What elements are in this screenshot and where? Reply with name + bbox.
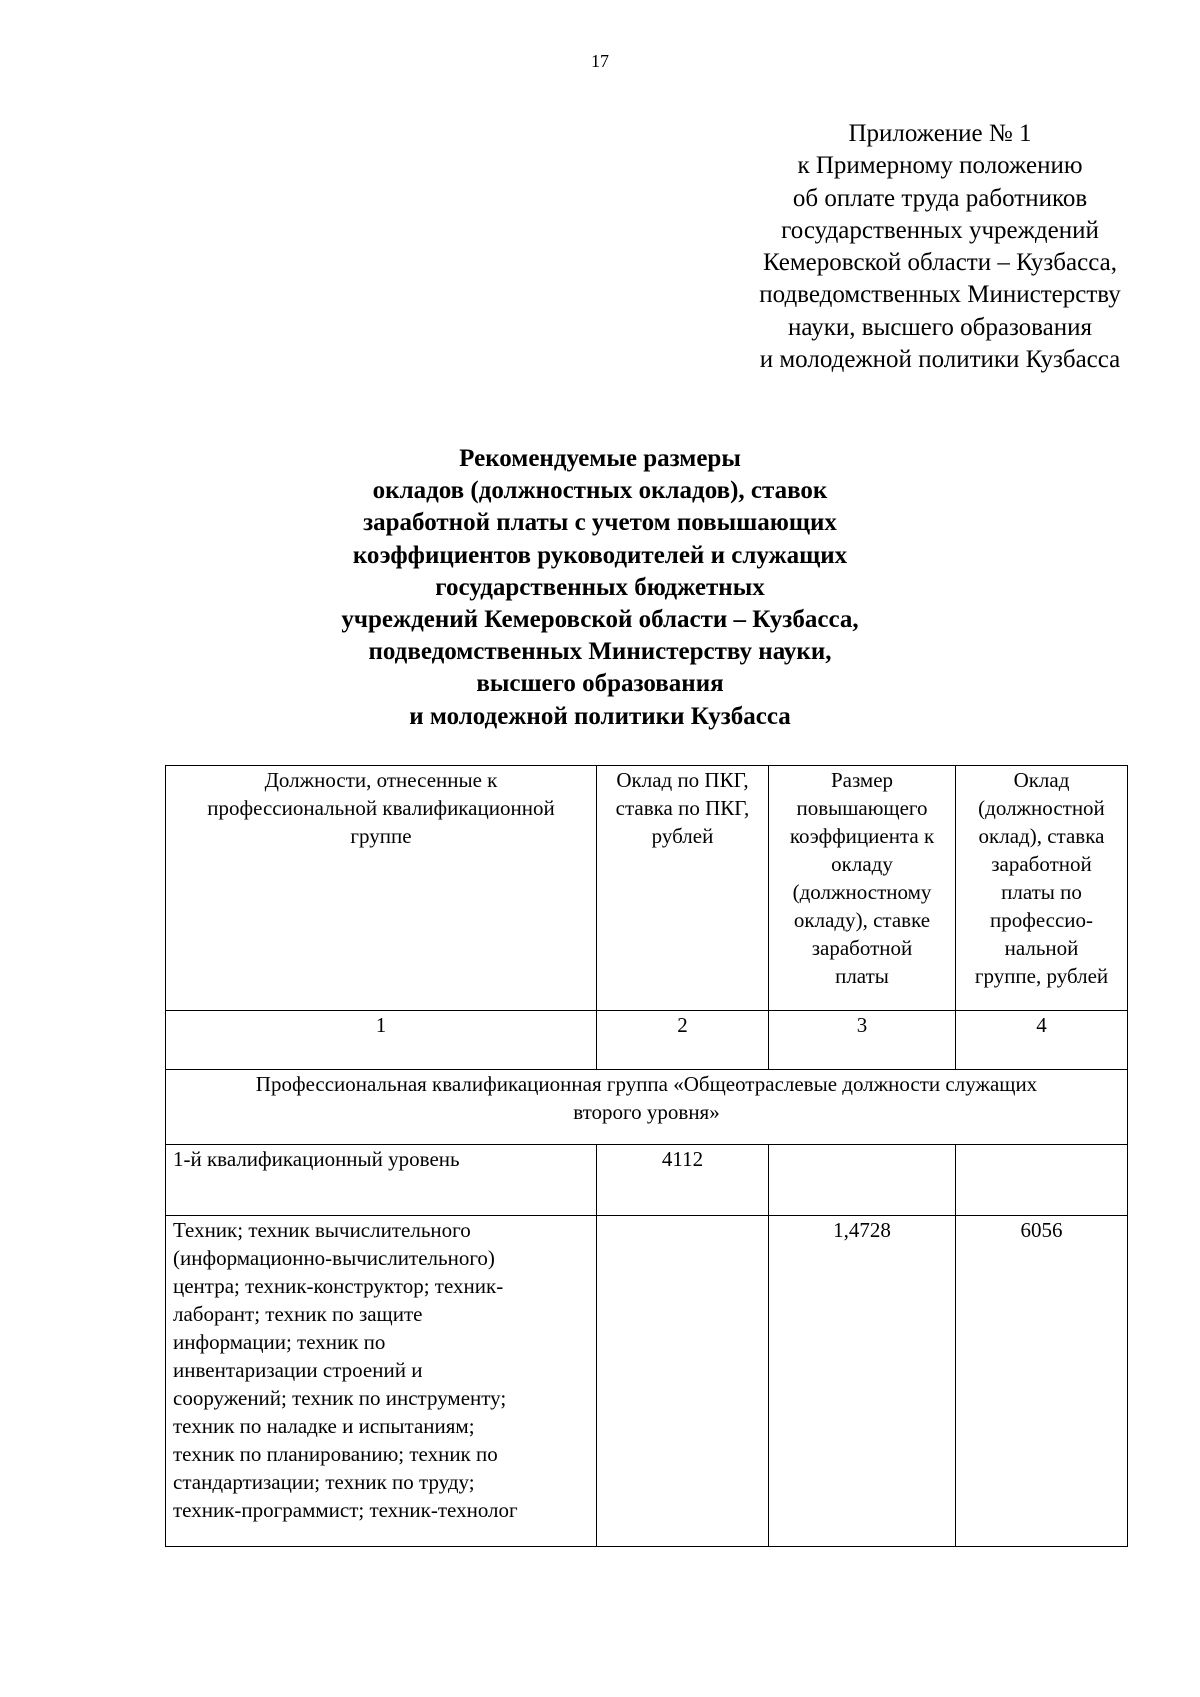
document-title	[0, 443, 1200, 733]
position-line: лаборант; техник по защите	[173, 1302, 423, 1326]
appendix-line: подведомственных Министерству	[759, 281, 1121, 309]
header-line: окладу), ставке	[793, 908, 931, 932]
header-line: заработной	[811, 936, 913, 960]
group-title-line: второго уровня»	[573, 1100, 720, 1124]
position-line: техник-программист; техник-технолог	[173, 1498, 518, 1522]
header-line: коэффициента к	[789, 824, 935, 848]
header-line: Размер	[830, 768, 894, 792]
appendix-line: к Примерному положению	[797, 152, 1083, 180]
appendix-line: Кемеровской области – Кузбасса,	[763, 249, 1117, 277]
appendix-line: Приложение № 1	[848, 120, 1032, 147]
header-line: (должностной	[978, 796, 1105, 820]
page-number: 17	[591, 51, 609, 71]
header-line: профессио-	[989, 908, 1094, 932]
title-line: государственных бюджетных	[435, 573, 765, 601]
column-number: 1	[166, 1011, 597, 1070]
position-line: техник по наладке и испытаниям;	[173, 1414, 475, 1438]
header-line: нальной	[1004, 936, 1079, 960]
title-line: коэффициентов руководителей и служащих	[352, 541, 848, 569]
level-coefficient	[769, 1145, 956, 1216]
appendix-line: науки, высшего образования	[787, 313, 1093, 341]
appendix-line: и молодежной политики Кузбасса	[759, 346, 1121, 374]
header-line: ставка по ПКГ,	[615, 796, 750, 820]
header-line: платы по	[1001, 880, 1082, 904]
position-result: 6056	[956, 1216, 1128, 1547]
position-line: Техник; техник вычислительного	[173, 1218, 471, 1242]
header-positions	[166, 766, 597, 1011]
title-line: учреждений Кемеровской области – Кузбасса,	[341, 606, 859, 634]
group-title-row	[166, 1070, 1128, 1145]
header-line: группе	[350, 824, 412, 848]
position-names	[166, 1216, 597, 1547]
level-salary: 4112	[597, 1145, 769, 1216]
header-coefficient	[769, 766, 956, 1011]
header-line: окладу	[831, 852, 893, 876]
position-line: инвентаризации строений и	[173, 1358, 423, 1382]
title-line: высшего образования	[476, 670, 724, 698]
position-line: информации; техник по	[173, 1330, 386, 1354]
header-line: группе, рублей	[974, 964, 1109, 988]
title-line: заработной платы с учетом повышающих	[363, 509, 837, 537]
title-line: Рекомендуемые размеры	[459, 445, 741, 472]
title-line: и молодежной политики Кузбасса	[409, 702, 791, 730]
qualification-level-row	[166, 1145, 1128, 1216]
appendix-line: государственных учреждений	[781, 216, 1099, 244]
level-name: 1-й квалификационный уровень	[166, 1145, 597, 1216]
column-number: 4	[956, 1011, 1128, 1070]
header-line: (должностному	[792, 880, 932, 904]
header-line: платы	[835, 964, 889, 988]
position-line: (информационно-вычислительного)	[173, 1246, 495, 1270]
header-line: профессиональной квалификационной	[207, 796, 555, 820]
group-title	[166, 1070, 1128, 1145]
position-coefficient: 1,4728	[769, 1216, 956, 1547]
header-line: оклад), ставка	[978, 824, 1105, 848]
position-line: стандартизации; техник по труду;	[173, 1470, 475, 1494]
salary-table	[165, 765, 1128, 1547]
level-result	[956, 1145, 1128, 1216]
header-salary	[597, 766, 769, 1011]
header-line: Оклад	[1013, 768, 1070, 792]
position-salary	[597, 1216, 769, 1547]
header-resulting-salary	[956, 766, 1128, 1011]
position-line: сооружений; техник по инструменту;	[173, 1386, 507, 1410]
group-title-line: Профессиональная квалификационная группа «Общеотраслевые должности служащих	[255, 1072, 1038, 1096]
position-row	[166, 1216, 1128, 1547]
appendix-line: об оплате труда работников	[792, 184, 1088, 212]
position-line: центра; техник-конструктор; техник-	[173, 1274, 504, 1298]
column-number: 2	[597, 1011, 769, 1070]
title-line: окладов (должностных окладов), ставок	[372, 477, 828, 505]
table-header-row	[166, 766, 1128, 1011]
header-line: рублей	[651, 824, 714, 848]
position-line: техник по планированию; техник по	[173, 1442, 498, 1466]
appendix-note	[680, 118, 1200, 376]
header-line: заработной	[991, 852, 1092, 876]
header-line: повышающего	[796, 796, 928, 820]
title-line: подведомственных Министерству науки,	[368, 638, 832, 666]
header-line: Должности, отнесенные к	[264, 768, 498, 792]
column-number-row	[166, 1011, 1128, 1070]
header-line: Оклад по ПКГ,	[616, 768, 749, 792]
column-number: 3	[769, 1011, 956, 1070]
